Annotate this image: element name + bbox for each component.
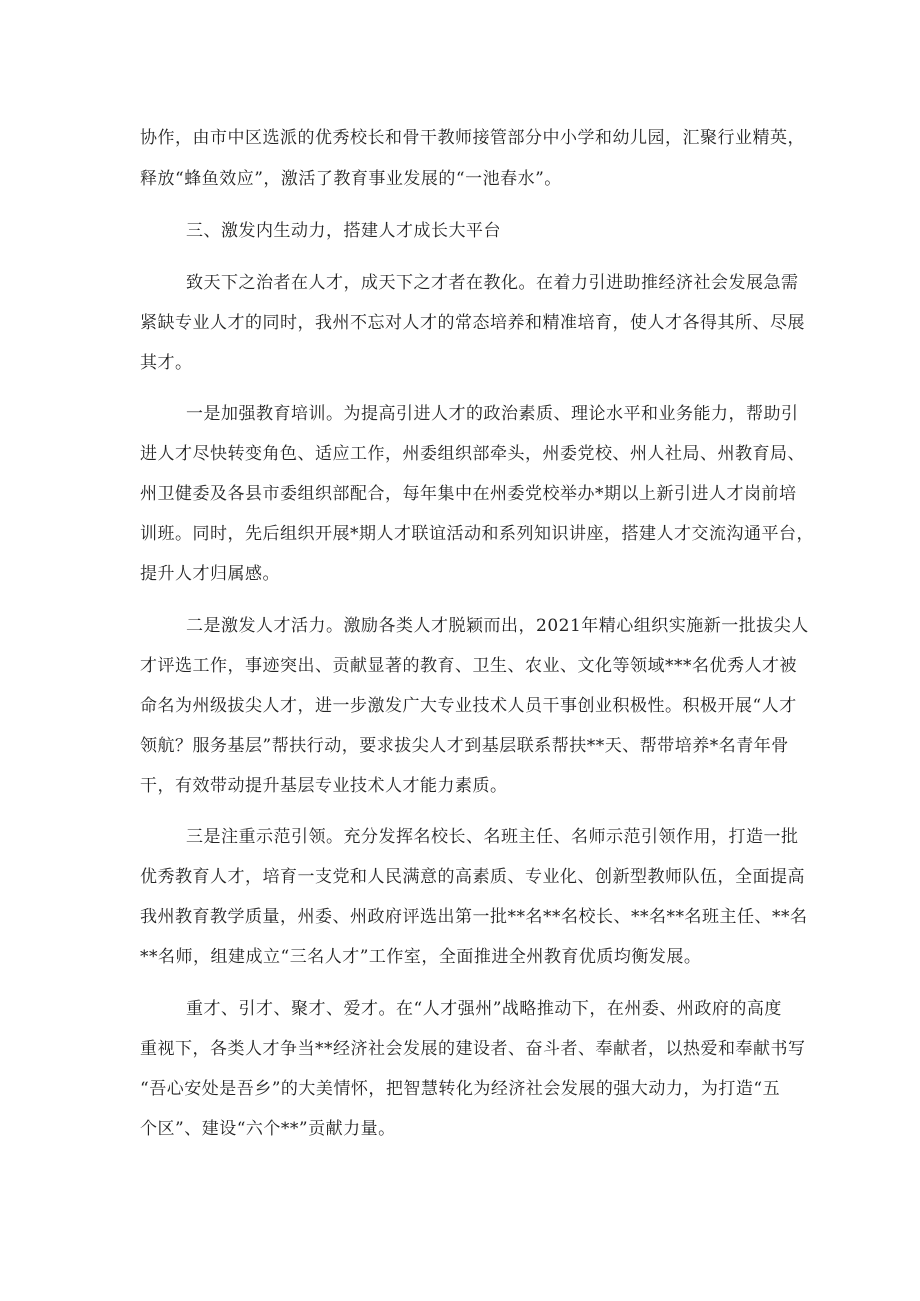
text-line: 才评选工作，事迹突出、贡献显著的教育、卫生、农业、文化等领域***名优秀人才被	[140, 656, 797, 676]
text-line: “吾心安处是吾乡”的大美情怀，把智慧转化为经济社会发展的强大动力，为打造“五	[140, 1079, 781, 1099]
text-line: 致天下之治者在人才，成天下之才者在教化。在着力引进助推经济社会发展急需	[186, 273, 799, 293]
text-line: 协作，由市中区选派的优秀校长和骨干教师接管部分中小学和幼儿园，汇聚行业精英，	[140, 128, 805, 148]
text-line: 紧缺专业人才的同时，我州不忘对人才的常态培养和精准培育，使人才各得其所、尽展	[140, 313, 805, 333]
text-line: 进人才尽快转变角色、适应工作，州委组织部牵头，州委党校、州人社局、州教育局、	[140, 444, 805, 464]
text-line: 领航？服务基层”帮扶行动，要求拔尖人才到基层联系帮扶**天、帮带培养*名青年骨	[140, 736, 789, 756]
text-line: **名师，组建成立“三名人才”工作室，全面推进全州教育优质均衡发展。	[140, 947, 702, 967]
heading-line: 三、激发内生动力，搭建人才成长大平台	[186, 221, 501, 241]
text-line: 优秀教育人才，培育一支党和人民满意的高素质、专业化、创新型教师队伍，全面提高	[140, 867, 805, 887]
text-line: 我州教育教学质量，州委、州政府评选出第一批**名**名校长、**名**名班主任、**名	[140, 907, 808, 927]
text-line: 三是注重示范引领。充分发挥名校长、名班主任、名师示范引领作用，打造一批	[186, 827, 799, 847]
text-line: 训班。同时，先后组织开展*期人才联谊活动和系列知识讲座，搭建人才交流沟通平台，	[140, 524, 814, 544]
text-line: 释放“蜂鱼效应”，激活了教育事业发展的“一池春水”。	[140, 169, 562, 189]
text-line: 一是加强教育培训。为提高引进人才的政治素质、理论水平和业务能力，帮助引	[186, 404, 799, 424]
text-line: 重才、引才、聚才、爱才。在“人才强州”战略推动下，在州委、州政府的高度	[186, 999, 782, 1019]
text-line: 重视下，各类人才争当**经济社会发展的建设者、奋斗者、奉献者，以热爱和奉献书写	[140, 1039, 806, 1059]
text-line: 命名为州级拔尖人才，进一步激发广大专业技术人员干事创业积极性。积极开展“人才	[140, 696, 797, 716]
text-line: 个区”、建设“六个**”贡献力量。	[140, 1119, 396, 1139]
text-line: 州卫健委及各县市委组织部配合，每年集中在州委党校举办*期以上新引进人才岗前培	[140, 484, 797, 504]
text-line: 其才。	[140, 353, 193, 373]
text-line: 提升人才归属感。	[140, 564, 280, 584]
text-line: 干，有效带动提升基层专业技术人才能力素质。	[140, 776, 508, 796]
text-line: 二是激发人才活力。激励各类人才脱颖而出，2021年精心组织实施新一批拔尖人	[186, 616, 809, 636]
